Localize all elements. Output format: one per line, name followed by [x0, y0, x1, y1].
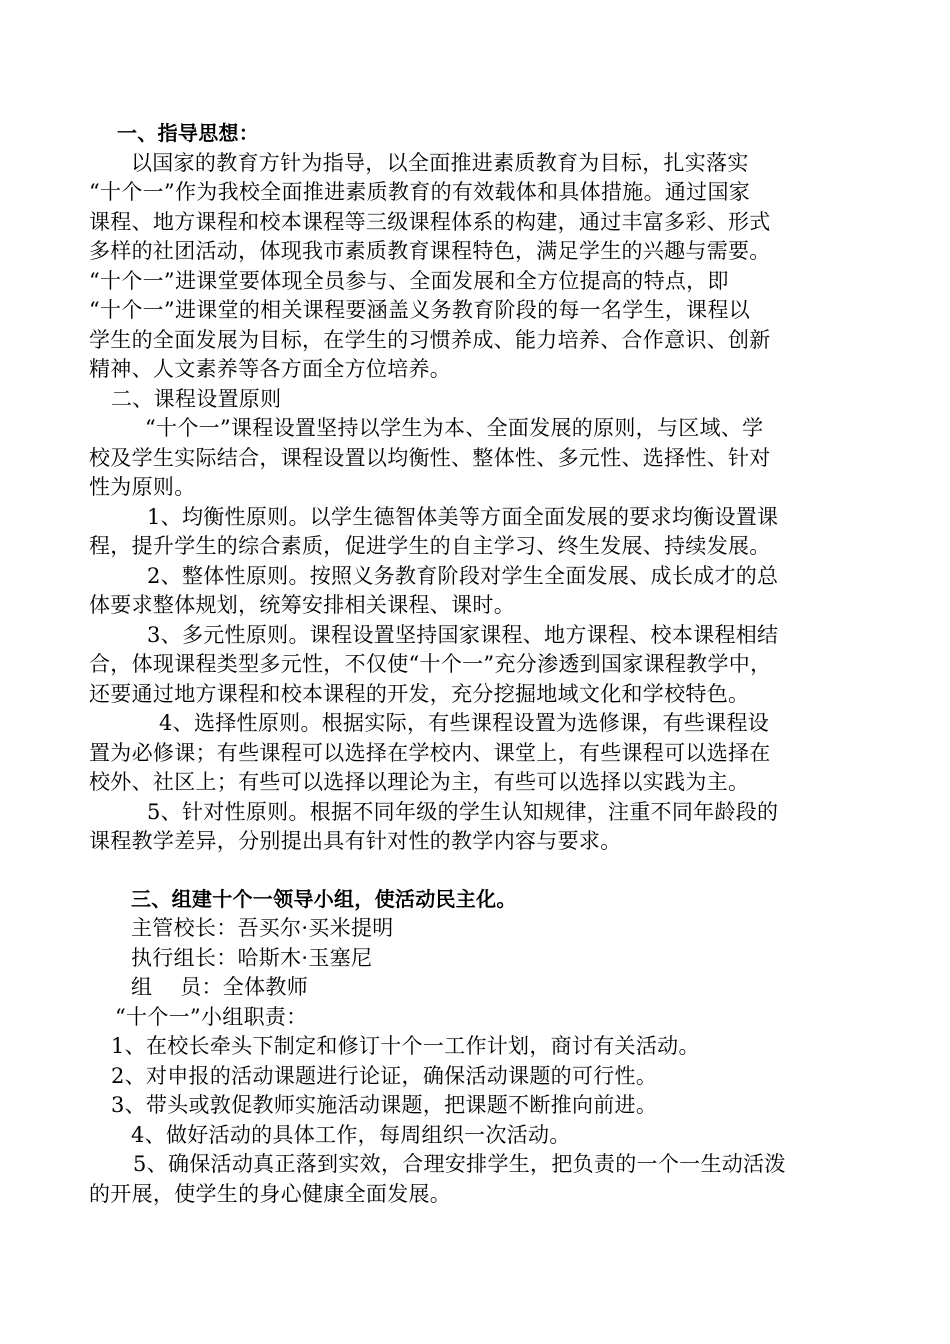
principle-3-line: 还要通过地方课程和校本课程的开发，充分挖掘地域文化和学校特色。: [89, 681, 750, 706]
section-3-heading: 三、组建十个一领导小组，使活动民主化。: [131, 886, 517, 911]
paragraph-line: 多样的社团活动，体现我市素质教育课程特色，满足学生的兴趣与需要。: [89, 239, 771, 263]
principle-4-line: 4、选择性原则。根据实际，有些课程设置为选修课，有些课程设: [159, 711, 770, 735]
paragraph-line: “十个一”作为我校全面推进素质教育的有效载体和具体措施。通过国家: [89, 180, 751, 204]
principle-2-line: 2、整体性原则。按照义务教育阶段对学生全面发展、成长成才的总: [147, 563, 779, 588]
members-line: 组 员：全体教师: [131, 975, 309, 999]
paragraph-line: 课程、地方课程和校本课程等三级课程体系的构建，通过丰富多彩、形式: [89, 209, 771, 234]
principal-line: 主管校长：吾买尔·买米提明: [131, 916, 394, 940]
duty-item: 1、在校长牵头下制定和修订十个一工作计划，商讨有关活动。: [111, 1034, 700, 1058]
duties-title: “十个一”小组职责：: [115, 1004, 308, 1029]
document-body: [89, 119, 864, 1209]
principle-1-line: 1、均衡性原则。以学生德智体美等方面全面发展的要求均衡设置课: [147, 504, 779, 529]
paragraph-line: 学生的全面发展为目标，在学生的习惯养成、能力培养、合作意识、创新: [89, 327, 771, 352]
paragraph-line: 校及学生实际结合，课程设置以均衡性、整体性、多元性、选择性、针对: [89, 445, 771, 470]
principle-3-line: 合，体现课程类型多元性，不仅使“十个一”充分渗透到国家课程教学中，: [89, 652, 772, 676]
paragraph-line: “十个一”进课堂要体现全员参与、全面发展和全方位提高的特点，即: [89, 268, 729, 293]
section-spacer: [89, 857, 864, 885]
paragraph-line: “十个一”进课堂的相关课程要涵盖义务教育阶段的每一名学生，课程以: [89, 298, 751, 322]
duty-item: 的开展，使学生的身心健康全面发展。: [89, 1181, 452, 1206]
principle-1-line: 程，提升学生的综合素质，促进学生的自主学习、终生发展、持续发展。: [89, 534, 771, 558]
duty-item: 4、做好活动的具体工作，每周组织一次活动。: [131, 1122, 571, 1147]
paragraph-line: 精神、人文素养等各方面全方位培养。: [89, 357, 452, 381]
duty-item: 5、确保活动真正落到实效，合理安排学生，把负责的一个一生动活泼: [133, 1152, 786, 1176]
principle-3-line: 3、多元性原则。课程设置坚持国家课程、地方课程、校本课程相结: [147, 622, 779, 647]
principle-4-line: 置为必修课；有些课程可以选择在学校内、课堂上，有些课程可以选择在: [89, 740, 771, 765]
principle-4-line: 校外、社区上；有些可以选择以理论为主，有些可以选择以实践为主。: [89, 770, 750, 794]
duty-item: 3、带头或敦促教师实施活动课题，把课题不断推向前进。: [111, 1093, 658, 1117]
leader-line: 执行组长：哈斯木·玉塞尼: [131, 945, 373, 970]
paragraph-line: “十个一”课程设置坚持以学生为本、全面发展的原则，与区域、学: [145, 416, 764, 440]
paragraph-line: 以国家的教育方针为指导，以全面推进素质教育为目标，扎实落实: [131, 150, 749, 175]
section-2-heading: 二、课程设置原则: [111, 386, 282, 411]
principle-2-line: 体要求整体规划，统筹安排相关课程、课时。: [89, 593, 515, 617]
duty-item: 2、对申报的活动课题进行论证，确保活动课题的可行性。: [111, 1063, 658, 1088]
principle-5-line: 课程教学差异，分别提出具有针对性的教学内容与要求。: [89, 829, 622, 853]
principle-5-line: 5、针对性原则。根据不同年级的学生认知规律，注重不同年龄段的: [147, 799, 779, 824]
paragraph-line: 性为原则。: [89, 475, 196, 499]
section-1-heading: 一、指导思想：: [117, 121, 260, 145]
